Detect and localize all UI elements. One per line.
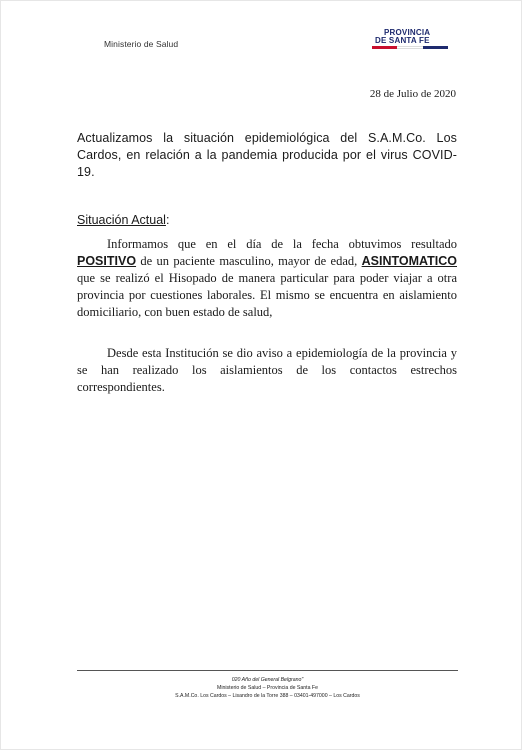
situation-paragraph [77,236,457,321]
flag-red-stripe [372,46,397,49]
section-heading [77,213,169,227]
flag-blue-stripe [423,46,448,49]
footer [77,676,458,700]
footer-divider [77,670,458,671]
intro-paragraph: Actualizamos la situación epidemiológica del S.A.M.Co. Los Cardos, en relación a la pandemia producida por el virus COVID-19. [77,131,457,179]
logo-line2: DE SANTA FE [375,36,430,45]
footer-ministry: Ministerio de Salud – Provincia de Santa Fe [217,685,318,691]
footer-year-motto: 020 Año del General Belgrano" [231,677,304,683]
para1-part2: de un paciente masculino, mayor de edad, [136,254,362,268]
document-date: 28 de Julio de 2020 [369,88,456,100]
logo-flag [372,46,448,49]
positive-emphasis: POSITIVO [77,254,137,268]
notification-paragraph [77,345,457,396]
section-heading-colon: : [165,213,170,227]
footer-address: S.A.M.Co. Los Cardos – Lisandro de la Torre 388 – 03401-497000 – Los Cardos [175,693,360,699]
asymptomatic-emphasis: ASINTOMATICO [361,254,457,268]
para2-text: Desde esta Institución se dio aviso a epidemiología de la provincia y se han realizado los aislamientos de los contactos estrechos correspondientes. [77,346,457,394]
para1-part1: Informamos que en el día de la fecha obtuvimos resultado [107,237,457,251]
para1-part3: que se realizó el Hisopado de manera particular para poder viajar a otra provincia por cuestiones laborales. El mismo se encuentra en aislamiento domiciliario, con buen estado de salud, [77,271,457,319]
flag-white-stripe [397,46,422,49]
ministry-label: Ministerio de Salud [104,39,179,49]
section-heading-text: Situación Actual [77,213,166,227]
provincia-santa-fe-logo [372,28,450,50]
logo-line1: PROVINCIA [384,28,431,37]
